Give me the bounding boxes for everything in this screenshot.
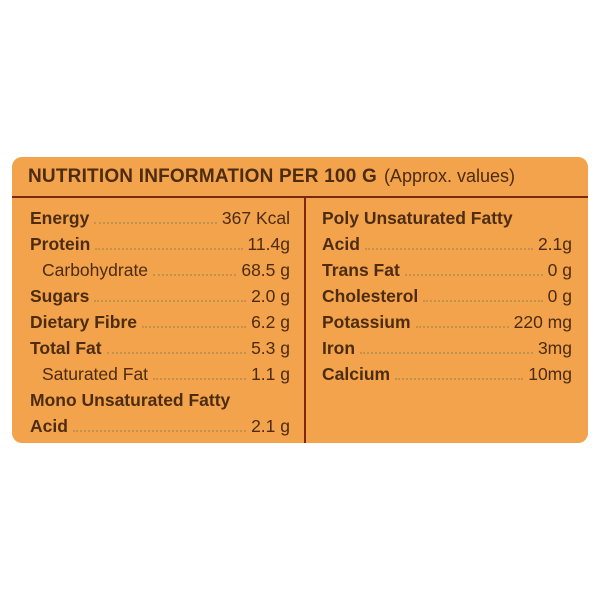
dot-leader: [153, 274, 236, 276]
dot-leader: [405, 274, 543, 276]
nutrient-value: 220 mg: [513, 312, 572, 332]
dot-leader: [360, 352, 533, 354]
nutrient-value: 3mg: [537, 338, 572, 358]
nutrient-label: Dietary Fibre: [30, 312, 137, 332]
dot-leader: [365, 248, 533, 250]
nutrition-header: [12, 157, 588, 198]
nutrient-value: 0 g: [547, 260, 572, 280]
dot-leader: [153, 378, 246, 380]
row-iron: [322, 334, 572, 360]
row-dietary-fibre: [30, 308, 290, 334]
nutrient-value: 5.3 g: [251, 338, 290, 358]
row-sugars: [30, 282, 290, 308]
dot-leader: [416, 326, 509, 328]
dot-leader: [423, 300, 542, 302]
nutrition-header-title: NUTRITION INFORMATION PER 100 G: [28, 165, 377, 187]
nutrient-label: Protein: [30, 234, 91, 254]
dot-leader: [107, 352, 246, 354]
dot-leader: [73, 430, 246, 432]
dot-leader: [94, 222, 217, 224]
nutrition-header-note: (Approx. values): [383, 166, 515, 186]
nutrient-value: 68.5 g: [241, 260, 290, 280]
row-calcium: [322, 360, 572, 386]
nutrient-value: 10mg: [528, 364, 572, 384]
nutrient-value: 2.1g: [537, 234, 572, 254]
nutrition-column-left: [12, 198, 304, 443]
row-saturated-fat: [30, 360, 290, 386]
nutrient-label: Total Fat: [30, 338, 102, 358]
nutrient-value: 1.1 g: [251, 364, 290, 384]
nutrient-label: Acid: [322, 234, 360, 254]
nutrient-value: 6.2 g: [251, 312, 290, 332]
nutrient-label: Sugars: [30, 286, 90, 306]
nutrient-label: Energy: [30, 208, 90, 228]
row-carbohydrate: [30, 256, 290, 282]
nutrient-label: Cholesterol: [322, 286, 419, 306]
nutrient-label: Iron: [322, 338, 356, 358]
nutrient-label: Acid: [30, 416, 68, 436]
nutrition-table: [12, 198, 588, 443]
nutrient-value: 2.1 g: [251, 416, 290, 436]
row-protein: [30, 230, 290, 256]
row-poly-unsaturated-fatty-acid-line1: [322, 204, 572, 230]
row-mono-unsaturated-fatty-acid-line1: [30, 386, 290, 412]
row-mono-unsaturated-fatty-acid-line2: [30, 412, 290, 438]
nutrient-value: 0 g: [547, 286, 572, 306]
dot-leader: [395, 378, 523, 380]
row-poly-unsaturated-fatty-acid-line2: [322, 230, 572, 256]
row-cholesterol: [322, 282, 572, 308]
nutrition-column-right: [306, 198, 588, 443]
nutrient-value: 11.4g: [247, 234, 290, 254]
nutrient-label: Saturated Fat: [42, 364, 149, 384]
nutrient-label: Mono Unsaturated Fatty: [30, 390, 231, 410]
nutrient-label: Poly Unsaturated Fatty: [322, 208, 513, 228]
nutrient-label: Calcium: [322, 364, 391, 384]
row-energy: [30, 204, 290, 230]
nutrient-value: 367 Kcal: [221, 208, 290, 228]
dot-leader: [94, 300, 246, 302]
dot-leader: [142, 326, 246, 328]
nutrient-label: Carbohydrate: [42, 260, 149, 280]
nutrient-value: 2.0 g: [251, 286, 290, 306]
nutrient-label: Potassium: [322, 312, 411, 332]
row-total-fat: [30, 334, 290, 360]
row-trans-fat: [322, 256, 572, 282]
nutrition-label-card: [12, 157, 588, 443]
row-potassium: [322, 308, 572, 334]
dot-leader: [95, 248, 242, 250]
nutrient-label: Trans Fat: [322, 260, 400, 280]
